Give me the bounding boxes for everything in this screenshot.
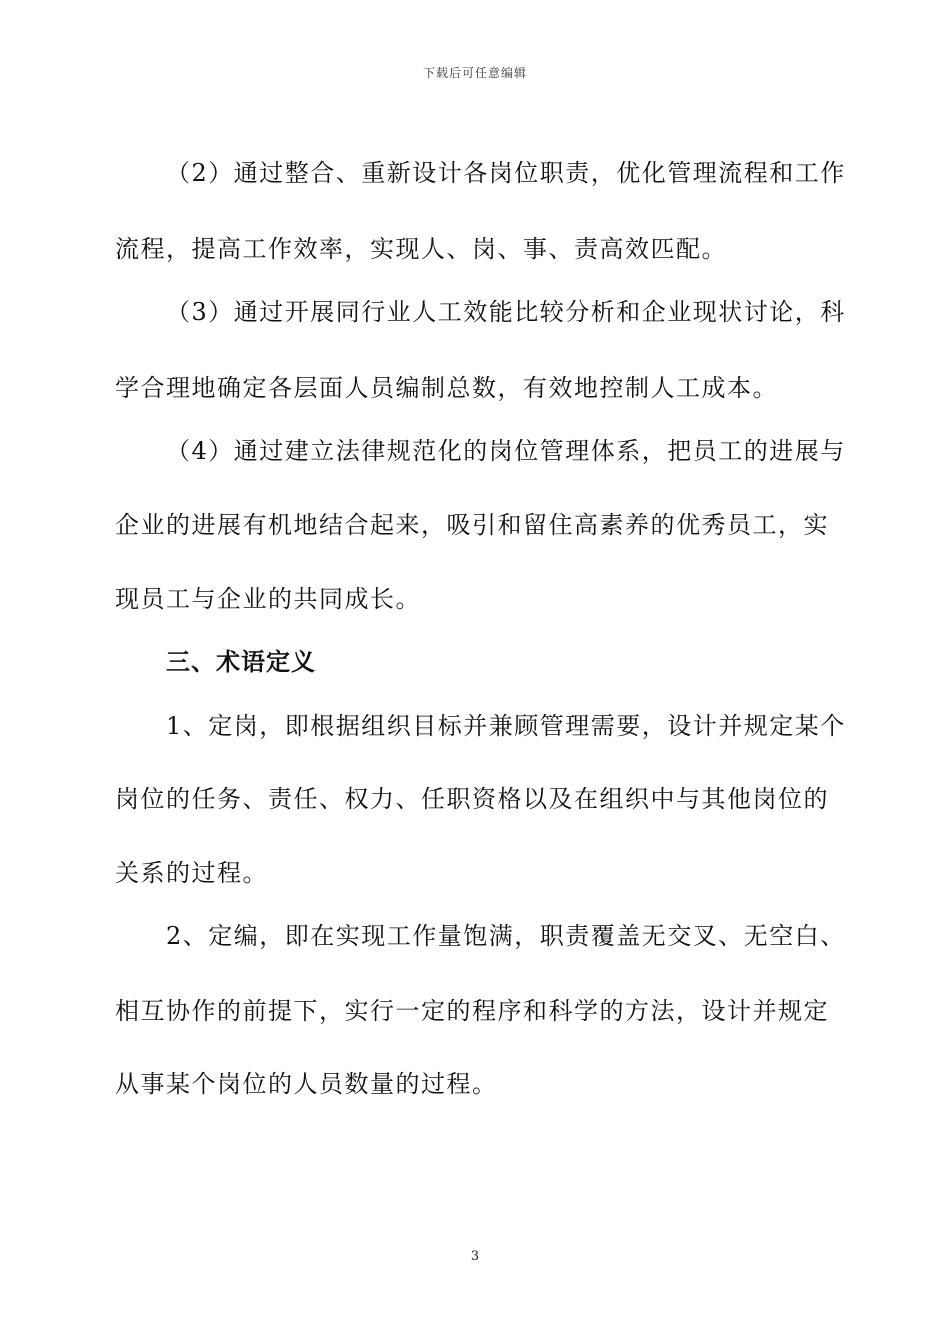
paragraph-2-line-2: 流程，提高工作效率，实现人、岗、事、责高效匹配。 bbox=[115, 235, 727, 263]
paragraph-4-line-3: 现员工与企业的共同成长。 bbox=[115, 585, 421, 613]
definition-1-line-1: 1、定岗，即根据组织目标并兼顾管理需要，设计并规定某个 bbox=[166, 712, 846, 740]
paragraph-4-line-2: 企业的进展有机地结合起来，吸引和留住高素养的优秀员工，实 bbox=[115, 511, 829, 539]
definition-2-line-1: 2、定编，即在实现工作量饱满，职责覆盖无交叉、无空白、 bbox=[166, 922, 846, 950]
definition-1-line-2: 岗位的任务、责任、权力、任职资格以及在组织中与其他岗位的 bbox=[115, 785, 829, 813]
definition-2-line-2: 相互协作的前提下，实行一定的程序和科学的方法，设计并规定 bbox=[115, 997, 829, 1025]
paragraph-2-line-1: （2）通过整合、重新设计各岗位职责，优化管理流程和工作 bbox=[166, 159, 846, 187]
page-number: 3 bbox=[470, 1249, 480, 1264]
definition-1-line-3: 关系的过程。 bbox=[115, 859, 268, 887]
paragraph-3-line-1: （3）通过开展同行业人工效能比较分析和企业现状讨论，科 bbox=[166, 298, 846, 326]
paragraph-4-line-1: （4）通过建立法律规范化的岗位管理体系，把员工的进展与 bbox=[166, 437, 846, 465]
definition-2-line-3: 从事某个岗位的人员数量的过程。 bbox=[115, 1070, 498, 1098]
section-heading: 三、术语定义 bbox=[166, 648, 316, 676]
paragraph-3-line-2: 学合理地确定各层面人员编制总数，有效地控制人工成本。 bbox=[115, 374, 778, 402]
page-header: 下载后可任意编辑 bbox=[422, 66, 527, 80]
